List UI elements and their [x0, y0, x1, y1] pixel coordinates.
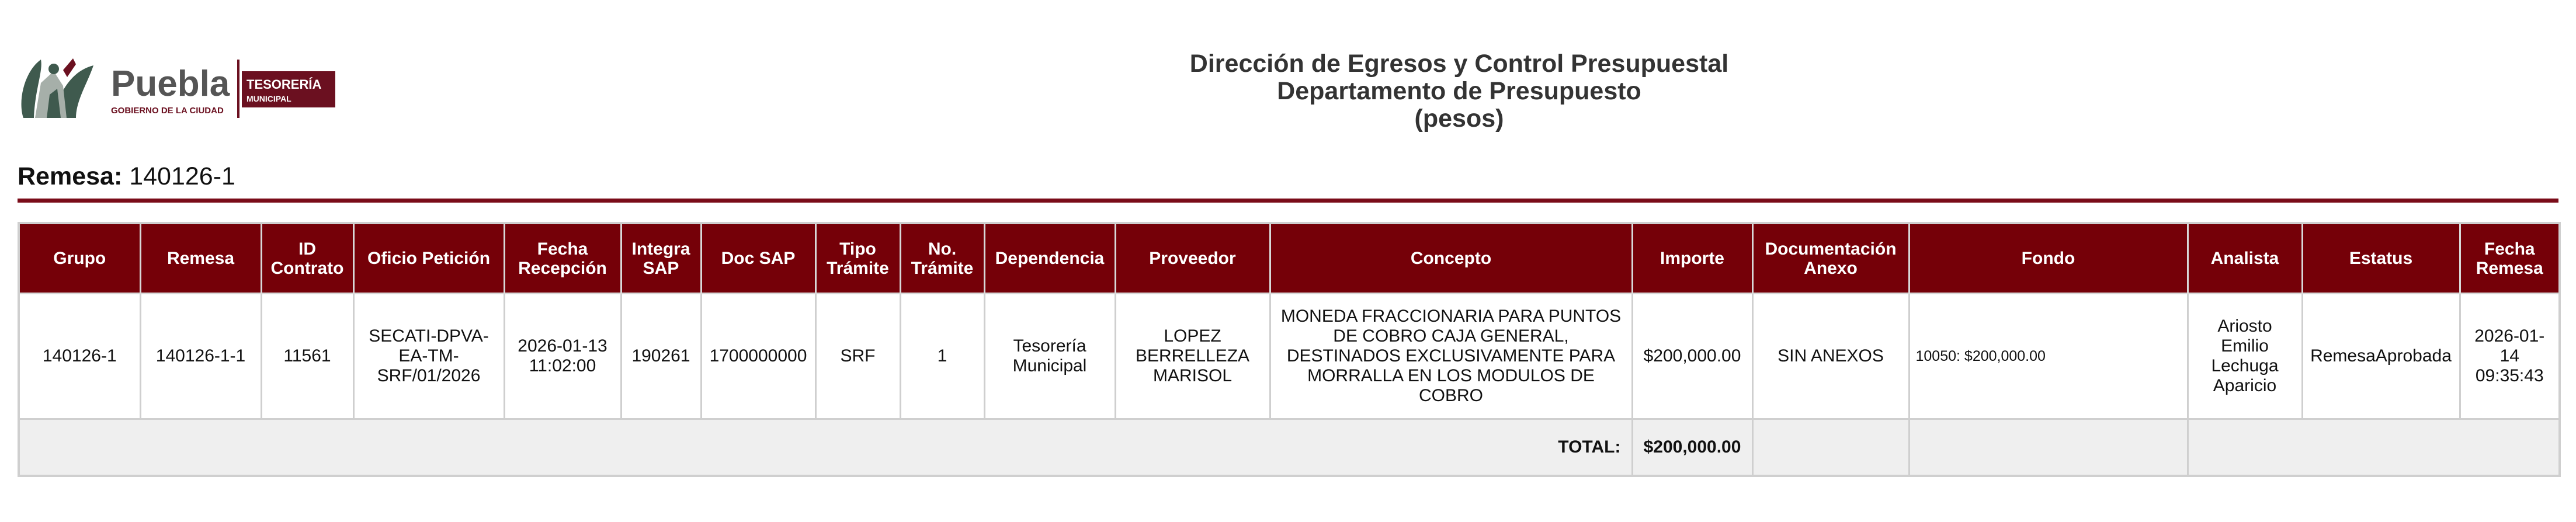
column-header: Fondo: [1909, 223, 2188, 294]
cell-concepto: MONEDA FRACCIONARIA PARA PUNTOS DE COBRO CAJA GENERAL, DESTINADOS EXCLUSIVAMENTE PARA MORRALLA EN LOS MODULOS DE COBRO: [1270, 294, 1632, 419]
cell-importe: $200,000.00: [1632, 294, 1752, 419]
cell-estatus: RemesaAprobada: [2302, 294, 2460, 419]
column-header: Dependencia: [984, 223, 1115, 294]
column-header: Integra SAP: [621, 223, 701, 294]
column-header: Tipo Trámite: [815, 223, 900, 294]
cell-doc-sap: 1700000000: [701, 294, 815, 419]
column-header: Grupo: [19, 223, 140, 294]
remesa-table-wrapper: [18, 222, 2558, 477]
column-header: Concepto: [1270, 223, 1632, 294]
cell-remesa: 140126-1-1: [140, 294, 261, 419]
logo-badge-line1: TESORERÍA: [247, 77, 322, 92]
cell-proveedor: LOPEZ BERRELLEZA MARISOL: [1115, 294, 1270, 419]
header-title-1: Dirección de Egresos y Control Presupuestal: [1189, 50, 1729, 78]
total-row: [19, 419, 2560, 476]
report-header: [876, 50, 2042, 133]
total-empty-cell: [1752, 419, 1909, 476]
table-header-row: [19, 223, 2560, 294]
remesa-value: 140126-1: [129, 162, 235, 190]
remesa-heading: [18, 162, 235, 191]
column-header: Documentación Anexo: [1752, 223, 1909, 294]
remesa-label: Remesa:: [18, 162, 123, 190]
column-header: Proveedor: [1115, 223, 1270, 294]
column-header: Oficio Petición: [353, 223, 504, 294]
column-header: Fecha Recepción: [504, 223, 621, 294]
cell-documentacion-anexo: SIN ANEXOS: [1752, 294, 1909, 419]
tesoreria-logo: [18, 54, 336, 123]
column-header: Estatus: [2302, 223, 2460, 294]
cell-integra-sap: 190261: [621, 294, 701, 419]
header-divider: [18, 199, 2558, 203]
table-row: [19, 294, 2560, 419]
column-header: Importe: [1632, 223, 1752, 294]
cell-no-tramite: 1: [900, 294, 984, 419]
total-empty-cell: [1909, 419, 2188, 476]
cell-tipo-tramite: SRF: [815, 294, 900, 419]
header-title-2: Departamento de Presupuesto: [1277, 77, 1641, 105]
header-title-3: (pesos): [1414, 105, 1504, 133]
cell-id-contrato: 11561: [261, 294, 353, 419]
remesa-table: [18, 222, 2561, 477]
column-header: Doc SAP: [701, 223, 815, 294]
cell-oficio-peticion: SECATI-DPVA-EA-TM-SRF/01/2026: [353, 294, 504, 419]
total-value: $200,000.00: [1632, 419, 1752, 476]
logo-city-text: Puebla: [111, 64, 230, 104]
logo-badge-line2: MUNICIPAL: [247, 94, 291, 103]
cell-fecha-recepcion: 2026-01-13 11:02:00: [504, 294, 621, 419]
column-header: Remesa: [140, 223, 261, 294]
cell-fondo: 10050: $200,000.00: [1909, 294, 2188, 419]
column-header: ID Contrato: [261, 223, 353, 294]
column-header: Analista: [2188, 223, 2302, 294]
logo-sub-text: GOBIERNO DE LA CIUDAD: [111, 106, 224, 116]
cell-dependencia: Tesorería Municipal: [984, 294, 1115, 419]
column-header: No. Trámite: [900, 223, 984, 294]
column-header: Fecha Remesa: [2460, 223, 2560, 294]
cell-fecha-remesa: 2026-01-14 09:35:43: [2460, 294, 2560, 419]
total-empty-cell: [2188, 419, 2560, 476]
total-label: TOTAL:: [19, 419, 1632, 476]
puebla-emblem-icon: [18, 54, 336, 123]
cell-grupo: 140126-1: [19, 294, 140, 419]
cell-analista: Ariosto Emilio Lechuga Aparicio: [2188, 294, 2302, 419]
